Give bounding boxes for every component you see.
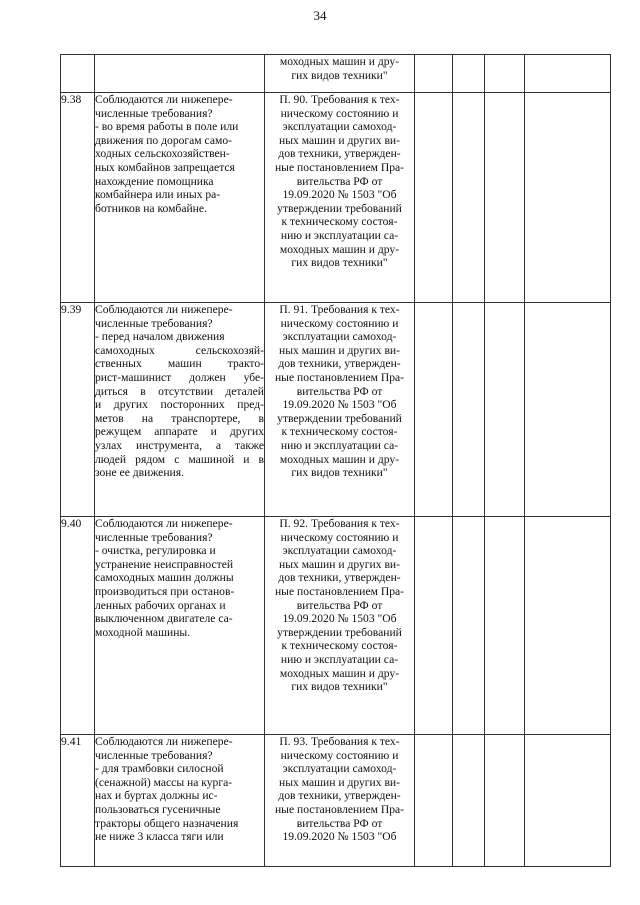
reference-line: ническому состоянию и [280, 748, 399, 762]
reference-line: вительства РФ от [296, 598, 383, 612]
answer-cell [485, 55, 525, 93]
answer-cell [453, 303, 485, 517]
reference-line: дов техники, утвержден- [278, 357, 401, 371]
answer-cell [453, 55, 485, 93]
question-line: выключенном двигателе са- [95, 612, 233, 626]
question-line: нахождение помощника [95, 174, 214, 188]
reference-line: ные постановлением Пра- [274, 160, 405, 174]
question-line: устранение неисправностей [95, 557, 234, 571]
question-line: Соблюдаются ли нижепере- [95, 735, 233, 748]
answer-cell [415, 735, 453, 867]
reference-line: моходных машин и дру- [279, 55, 400, 68]
reference-line: П. 93. Требования к тех- [279, 735, 400, 748]
reference-line: эксплуатации самоход- [282, 120, 397, 134]
reference-line: нию и эксплуатации са- [280, 652, 399, 666]
empty-cell [95, 55, 265, 93]
question-line: численные требования? [95, 106, 213, 120]
question-line: узлах инструмента, а также [95, 438, 264, 452]
reference-line: утверждении требований [277, 411, 402, 425]
reference-line: нию и эксплуатации са- [280, 228, 399, 242]
reference-line: ных машин и других ви- [279, 775, 400, 789]
reference-line: утверждении требований [277, 201, 402, 215]
question-line: численные требования? [95, 748, 213, 762]
answer-cell [485, 735, 525, 867]
reference-line: дов техники, утвержден- [278, 147, 401, 161]
reference-line: вительства РФ от [296, 174, 383, 188]
reference-line: ные постановлением Пра- [274, 802, 405, 816]
question-line: Соблюдаются ли нижепере- [95, 303, 233, 316]
question-cell [95, 303, 265, 517]
reference-line: ных машин и других ви- [279, 343, 400, 357]
reference-line: ническому состоянию и [280, 530, 399, 544]
reference-line: моходных машин и дру- [279, 452, 400, 466]
reference-line: вительства РФ от [296, 816, 383, 830]
question-line: - во время работы в поле или [95, 120, 239, 134]
reference-line: гих видов техники" [291, 680, 388, 694]
question-line: рист-машинист должен убе- [95, 370, 264, 384]
reference-line: П. 92. Требования к тех- [279, 517, 400, 530]
reference-line: ных машин и других ви- [279, 133, 400, 147]
reference-line: 19.09.2020 № 1503 "Об [282, 398, 397, 412]
note-cell [525, 93, 611, 303]
question-line: комбайнера или иных ра- [95, 188, 221, 202]
question-line: ленных рабочих органах и [95, 598, 226, 612]
question-line: самоходных машин должны [95, 571, 234, 585]
answer-cell [453, 735, 485, 867]
answer-cell [485, 93, 525, 303]
reference-cell [265, 735, 415, 867]
reference-line: нию и эксплуатации са- [280, 438, 399, 452]
question-line: тракторы общего назначения [95, 816, 239, 830]
note-cell [525, 517, 611, 735]
item-number: 9.39 [61, 303, 95, 517]
reference-line: эксплуатации самоход- [282, 544, 397, 558]
answer-cell [415, 517, 453, 735]
question-line: моходной машины. [95, 625, 191, 639]
question-line: нах и буртах должны ис- [95, 789, 218, 803]
question-line: диться в отсутствии деталей [95, 384, 264, 398]
question-line: - очистка, регулировка и [95, 544, 216, 558]
reference-cell [265, 55, 415, 93]
reference-line: дов техники, утвержден- [278, 789, 401, 803]
table-row [61, 517, 611, 735]
question-line: (сенажной) массы на курга- [95, 775, 233, 789]
reference-cell [265, 303, 415, 517]
answer-cell [415, 93, 453, 303]
reference-line: эксплуатации самоход- [282, 330, 397, 344]
reference-cell [265, 517, 415, 735]
page-number: 34 [313, 8, 327, 23]
answer-cell [453, 517, 485, 735]
item-number: 9.38 [61, 93, 95, 303]
question-line: Соблюдаются ли нижепере- [95, 517, 233, 530]
question-cell [95, 517, 265, 735]
reference-line: ническому состоянию и [280, 316, 399, 330]
reference-line: моходных машин и дру- [279, 666, 400, 680]
reference-line: П. 90. Требования к тех- [279, 93, 400, 106]
note-cell [525, 735, 611, 867]
question-line: численные требования? [95, 316, 213, 330]
note-cell [525, 55, 611, 93]
table-row [61, 735, 611, 867]
reference-line: 19.09.2020 № 1503 "Об [282, 188, 397, 202]
reference-line: гих видов техники" [291, 256, 388, 270]
question-line: не ниже 3 класса тяги или [95, 830, 224, 844]
answer-cell [415, 55, 453, 93]
question-line: ственных машин тракто- [95, 357, 264, 371]
question-line: и других посторонних пред- [95, 398, 264, 412]
reference-line: к техническому состоя- [281, 215, 398, 229]
question-line: режущем аппарате и других [95, 425, 264, 439]
reference-line: гих видов техники" [291, 466, 388, 480]
answer-cell [485, 517, 525, 735]
reference-line: 19.09.2020 № 1503 "Об [282, 612, 397, 626]
question-line: движения по дорогам само- [95, 133, 232, 147]
question-cell [95, 93, 265, 303]
question-line: пользоваться гусеничные [95, 802, 221, 816]
reference-line: 19.09.2020 № 1503 "Об [282, 830, 397, 844]
reference-line: эксплуатации самоход- [282, 762, 397, 776]
reference-line: ные постановлением Пра- [274, 370, 405, 384]
question-line: численные требования? [95, 530, 213, 544]
answer-cell [453, 93, 485, 303]
reference-line: вительства РФ от [296, 384, 383, 398]
question-line: ных комбайнов запрещается [95, 160, 235, 174]
reference-cell [265, 93, 415, 303]
answer-cell [485, 303, 525, 517]
item-number: 9.41 [61, 735, 95, 867]
question-line: людей рядом с машиной и в [95, 452, 264, 466]
reference-line: ническому состоянию и [280, 106, 399, 120]
question-line: производиться при останов- [95, 584, 235, 598]
reference-line: П. 91. Требования к тех- [279, 303, 400, 316]
reference-line: ных машин и других ви- [279, 557, 400, 571]
reference-line: гих видов техники" [291, 68, 388, 82]
question-line: - перед началом движения [95, 330, 225, 344]
reference-line: к техническому состоя- [281, 639, 398, 653]
reference-line: к техническому состоя- [281, 425, 398, 439]
table-row [61, 303, 611, 517]
question-line: ходных сельскохозяйствен- [95, 147, 230, 161]
reference-line: дов техники, утвержден- [278, 571, 401, 585]
table-row [61, 55, 611, 93]
question-line: метов на транспортере, в [95, 411, 264, 425]
question-line: ботников на комбайне. [95, 201, 207, 215]
question-line: самоходных сельскохозяй- [95, 343, 264, 357]
item-number: 9.40 [61, 517, 95, 735]
answer-cell [415, 303, 453, 517]
table-row [61, 93, 611, 303]
reference-line: утверждении требований [277, 625, 402, 639]
question-line: зоне ее движения. [95, 466, 184, 480]
requirements-table [60, 54, 611, 867]
empty-cell [61, 55, 95, 93]
reference-line: ные постановлением Пра- [274, 584, 405, 598]
question-line: - для трамбовки силосной [95, 762, 224, 776]
note-cell [525, 303, 611, 517]
reference-line: моходных машин и дру- [279, 242, 400, 256]
question-cell [95, 735, 265, 867]
question-line: Соблюдаются ли нижепере- [95, 93, 233, 106]
